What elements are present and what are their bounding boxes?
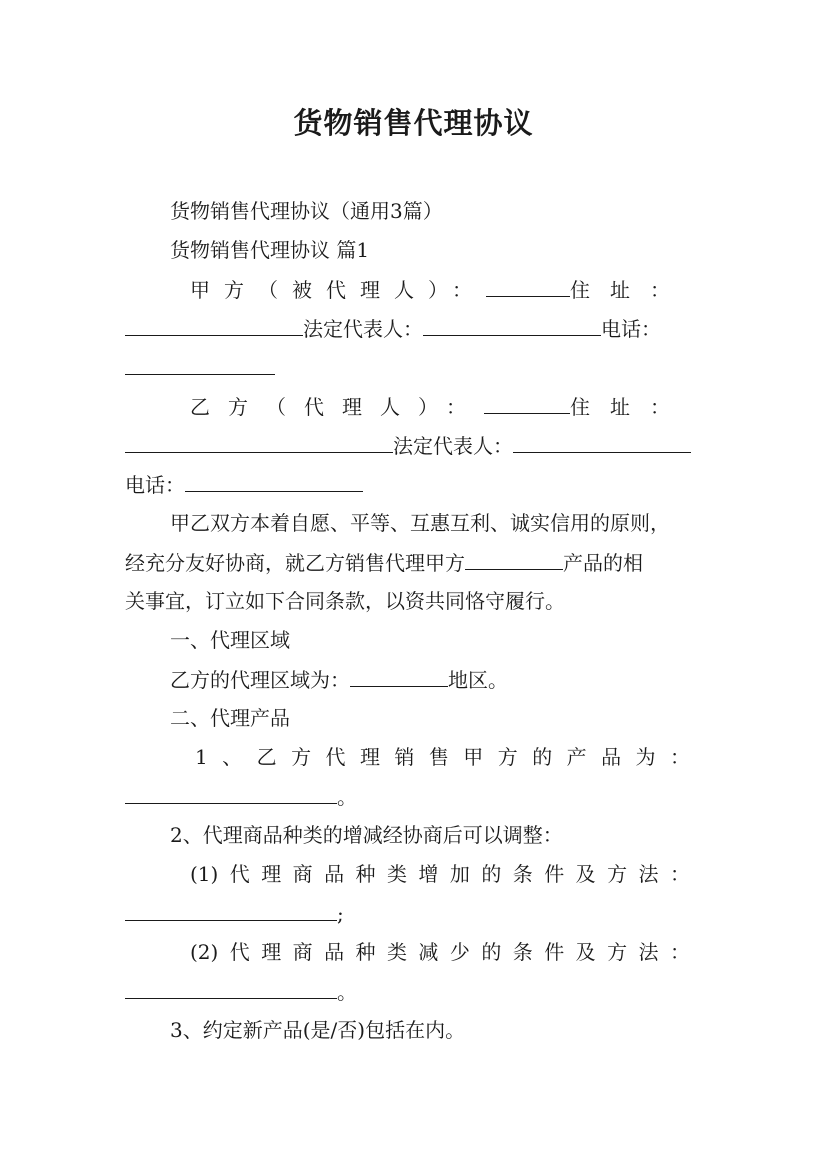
preamble-line-2 (125, 549, 643, 576)
party-a-name-blank (486, 276, 570, 297)
party-b-phone-line (125, 471, 363, 498)
party-a-line (190, 276, 690, 303)
sub-2-end: 。 (337, 980, 357, 1004)
party-a-rep-line (125, 315, 661, 342)
sub-1-end: ; (337, 902, 344, 926)
party-b-name-blank (484, 393, 570, 414)
item-1-line: 1、乙方代理销售甲方的产品为： (195, 745, 690, 769)
party-b-address-blank (125, 432, 393, 453)
collection-title: 货物销售代理协议（通用3篇） (170, 199, 443, 223)
preamble-line-2-before: 经充分友好协商，就乙方销售代理甲方 (125, 551, 465, 575)
party-a-address-blank (125, 315, 303, 336)
section-1-heading: 一、代理区域 (170, 628, 290, 652)
party-a-phone-blank (125, 354, 275, 375)
product-blank (465, 549, 563, 570)
preamble-line-3: 关事宜，订立如下合同条款，以资共同恪守履行。 (125, 589, 565, 613)
item-2-line: 2、代理商品种类的增减经协商后可以调整： (170, 823, 563, 847)
party-b-phone-blank (185, 471, 363, 492)
area-before: 乙方的代理区域为： (170, 668, 350, 692)
party-a-label: 甲方（被代理人）： (190, 278, 486, 302)
party-a-rep-label: 法定代表人： (303, 317, 423, 341)
party-b-label: 乙方（代理人）： (190, 395, 484, 419)
part-title: 货物销售代理协议 篇1 (170, 238, 370, 262)
party-b-rep-label: 法定代表人： (393, 434, 513, 458)
sub-2-line: (2)代理商品种类减少的条件及方法： (190, 940, 690, 964)
party-b-rep-line (125, 432, 691, 459)
party-a-rep-blank (423, 315, 601, 336)
party-a-address-label: 住址： (570, 278, 690, 302)
sub-1-line: (1)代理商品种类增加的条件及方法： (190, 862, 690, 886)
sub-1-blank (125, 900, 337, 921)
party-b-rep-blank (513, 432, 691, 453)
item-1-blank (125, 783, 337, 804)
party-a-phone-label: 电话： (601, 317, 661, 341)
preamble-line-2-after: 产品的相 (563, 551, 643, 575)
party-b-address-label: 住址： (570, 395, 690, 419)
party-b-line (190, 393, 690, 420)
area-line (170, 666, 508, 693)
party-b-phone-label: 电话： (125, 473, 185, 497)
document-title: 货物销售代理协议 (293, 106, 534, 140)
sub-2-blank-line (125, 978, 357, 1005)
item-3-line: 3、约定新产品(是/否)包括在内。 (170, 1018, 466, 1042)
preamble-line-1: 甲乙双方本着自愿、平等、互惠互利、诚实信用的原则， (170, 511, 670, 535)
item-1-blank-line (125, 783, 357, 810)
area-after: 地区。 (448, 668, 508, 692)
sub-2-blank (125, 978, 337, 999)
item-1-end: 。 (337, 785, 357, 809)
sub-1-blank-line (125, 900, 344, 927)
area-blank (350, 666, 448, 687)
section-2-heading: 二、代理产品 (170, 706, 290, 730)
party-a-phone-line (125, 354, 275, 381)
